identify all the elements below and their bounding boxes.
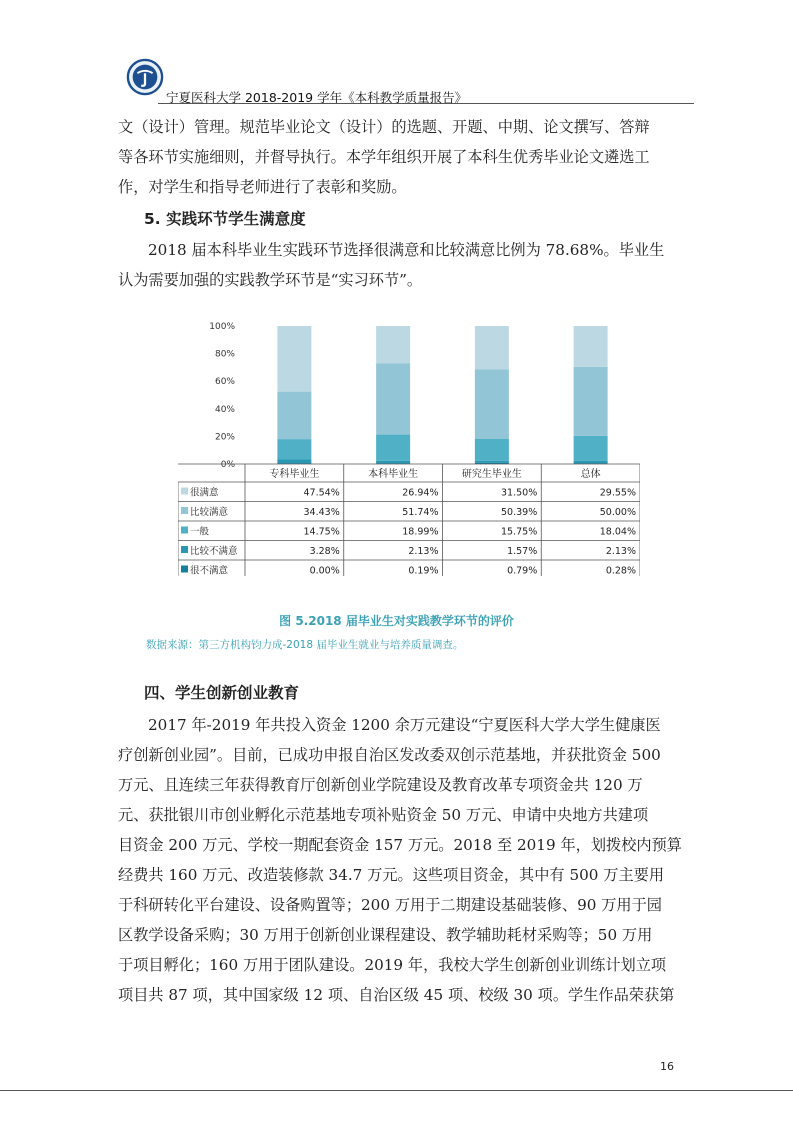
innovation-paragraph: [118, 710, 694, 1010]
legend-swatch: [181, 566, 188, 573]
footer-divider: [0, 1090, 793, 1091]
legend-swatch: [181, 546, 188, 553]
category-label: 总体: [580, 469, 601, 480]
data-label: 50.39%: [501, 507, 538, 518]
data-label: 50.00%: [599, 507, 636, 518]
bar-segment: [574, 367, 608, 436]
data-label: 2.13%: [408, 546, 439, 557]
text-line: 区教学设备采购；30 万用于创新创业课程建设、教学辅助耗材采购等；50 万用: [118, 926, 653, 944]
legend-label: 比较满意: [190, 507, 229, 518]
bar-segment: [574, 436, 608, 461]
practice-satisfaction-paragraph: [118, 235, 694, 295]
text-line: 经费共 160 万元、改造装修款 34.7 万元。这些项目资金，其中有 500 万主要用: [118, 866, 665, 884]
bar-segment: [475, 461, 509, 463]
data-label: 26.94%: [402, 487, 439, 499]
bar-segment: [574, 326, 608, 367]
data-label: 34.43%: [303, 507, 340, 518]
bar-segment: [277, 459, 311, 464]
data-label: 51.74%: [402, 507, 439, 518]
data-label: 0.28%: [605, 565, 636, 576]
category-label: 研究生毕业生: [461, 469, 522, 480]
page-header: [118, 58, 694, 104]
text-line: 疗创新创业园”。目前，已成功申报自治区发改委双创示范基地，并获批资金 500: [118, 746, 661, 764]
data-label: 0.79%: [507, 565, 538, 576]
data-label: 0.00%: [309, 565, 340, 576]
header-title: 宁夏医科大学 2018-2019 学年《本科教学质量报告》: [166, 90, 468, 105]
text-line: 于项目孵化；160 万用于团队建设。2019 年，我校大学生创新创业训练计划立项: [118, 956, 667, 974]
bar-segment: [277, 326, 311, 392]
y-tick-label: 60%: [214, 377, 235, 388]
text-line: 元、获批银川市创业孵化示范基地专项补贴资金 50 万元、申请中央地方共建项: [118, 806, 649, 824]
y-tick-label: 40%: [214, 404, 235, 415]
bar-segment: [475, 326, 509, 369]
university-logo-icon: [126, 58, 164, 96]
text-line: 于科研转化平台建设、设备购置等；200 万用于二期建设基础装修、90 万用于园: [118, 896, 662, 914]
text-line: 等各环节实施细则，并督导执行。本学年组织开展了本科生优秀毕业论文遴选工: [118, 148, 650, 166]
bar-segment: [277, 439, 311, 459]
section-heading-practice-satisfaction: 5. 实践环节学生满意度: [144, 210, 306, 228]
data-label: 3.28%: [309, 546, 340, 557]
text-line: 2018 届本科毕业生实践环节选择很满意和比较满意比例为 78.68%。毕业生: [148, 241, 665, 259]
legend-label: 很不满意: [190, 565, 229, 576]
data-label: 1.57%: [507, 546, 538, 557]
data-label: 47.54%: [303, 487, 340, 499]
legend-swatch: [181, 488, 188, 495]
legend-label: 很满意: [190, 487, 219, 499]
legend-label: 一般: [190, 526, 210, 538]
y-tick-label: 0%: [220, 460, 235, 470]
y-tick-label: 20%: [214, 432, 235, 443]
satisfaction-chart: [178, 314, 640, 576]
data-label: 29.55%: [599, 487, 636, 499]
intro-paragraph: [118, 112, 694, 202]
data-label: 18.99%: [402, 526, 439, 538]
data-label: 18.04%: [599, 526, 636, 538]
y-tick-label: 80%: [214, 349, 235, 360]
text-line: 2017 年-2019 年共投入资金 1200 余万元建设“宁夏医科大学大学生健康医: [148, 716, 661, 734]
data-label: 31.50%: [501, 487, 538, 499]
figure-caption: 图 5.2018 届毕业生对实践教学环节的评价: [279, 614, 514, 628]
text-line: 作，对学生和指导老师进行了表彰和奖励。: [118, 178, 407, 196]
data-label: 2.13%: [605, 546, 636, 557]
data-label: 0.19%: [408, 565, 439, 576]
section-heading-innovation-education: 四、学生创新创业教育: [144, 684, 300, 702]
stacked-bar-chart: [178, 314, 640, 576]
bar-segment: [376, 461, 410, 464]
bar-segment: [376, 326, 410, 363]
legend-swatch: [181, 507, 188, 514]
text-line: 万元、且连续三年获得教育厅创新创业学院建设及教育改革专项资金共 120 万: [118, 776, 643, 794]
bar-segment: [376, 363, 410, 434]
header-divider: [158, 103, 694, 104]
bar-segment: [277, 392, 311, 440]
text-line: 文（设计）管理。规范毕业论文（设计）的选题、开题、中期、论文撰写、答辩: [118, 118, 650, 136]
text-line: 认为需要加强的实践教学环节是“实习环节”。: [118, 271, 423, 289]
text-line: 目资金 200 万元、学校一期配套资金 157 万元。2018 至 2019 年，划拨校内预算: [118, 836, 682, 854]
legend-label: 比较不满意: [190, 546, 238, 557]
bar-segment: [376, 435, 410, 461]
text-line: 项目共 87 项，其中国家级 12 项、自治区级 45 项、校级 30 项。学生作品荣获第: [118, 986, 675, 1004]
bar-segment: [475, 439, 509, 461]
category-label: 本科毕业生: [368, 469, 419, 480]
bar-segment: [475, 369, 509, 439]
data-label: 15.75%: [501, 526, 538, 538]
data-source-note: 数据来源：第三方机构钧力成-2018 届毕业生就业与培养质量调查。: [146, 639, 464, 651]
bar-segment: [574, 461, 608, 464]
data-label: 14.75%: [303, 526, 340, 538]
y-tick-label: 100%: [209, 322, 235, 332]
legend-swatch: [181, 527, 188, 534]
page-number: 16: [660, 1060, 674, 1073]
category-label: 专科毕业生: [269, 469, 320, 480]
